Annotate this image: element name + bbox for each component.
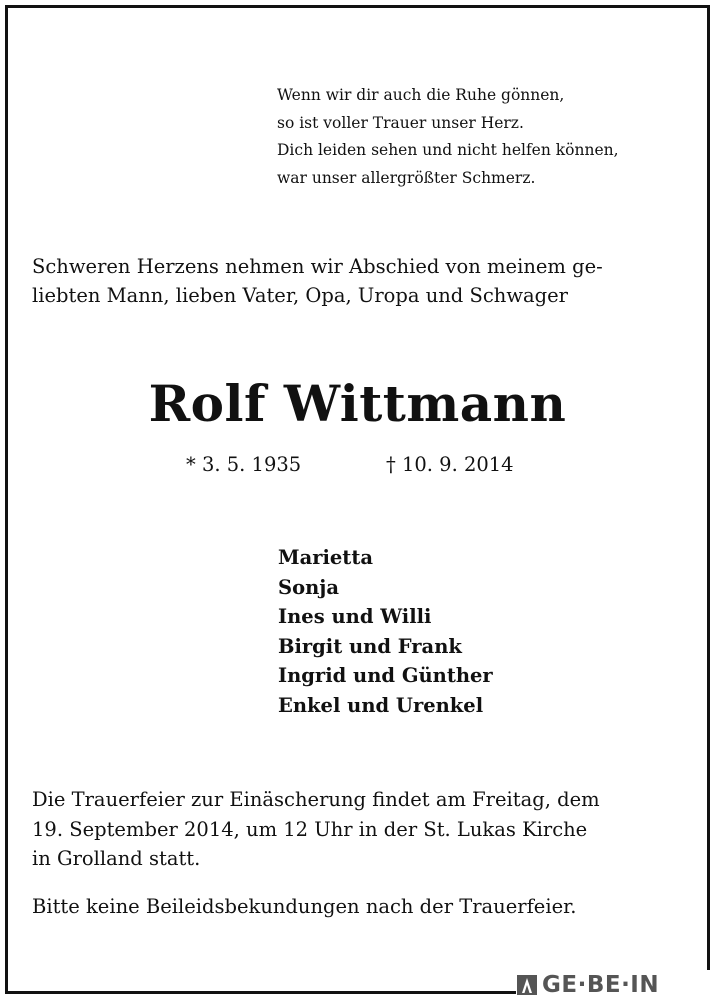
- mourner-name: Enkel und Urenkel: [278, 693, 484, 717]
- intro-line: liebten Mann, lieben Vater, Opa, Uropa und Schwager: [32, 284, 568, 307]
- service-line: Die Trauerfeier zur Einäscherung findet am Freitag, dem: [32, 788, 600, 811]
- farewell-intro: [32, 252, 692, 310]
- mourner-name: Ines und Willi: [278, 605, 432, 628]
- mourner-name: Sonja: [278, 575, 339, 599]
- poem-line: Dich leiden sehen und nicht helfen können,: [277, 141, 619, 159]
- mourner-name: Birgit und Frank: [278, 634, 462, 658]
- condolence-request: Bitte keine Beileidsbekundungen nach der Trauerfeier.: [32, 895, 577, 918]
- service-line: 19. September 2014, um 12 Uhr in der St. Lukas Kirche: [32, 817, 588, 841]
- service-line: in Grolland statt.: [32, 847, 201, 870]
- poem-verse: [277, 82, 619, 192]
- mourner-name: Marietta: [278, 546, 373, 569]
- gebein-logo-icon: [516, 973, 538, 997]
- funeral-service-notice: [32, 785, 600, 874]
- poem-line: Wenn wir dir auch die Ruhe gönnen,: [277, 86, 565, 104]
- deceased-name: Rolf Wittmann: [148, 374, 567, 433]
- intro-line: Schweren Herzens nehmen wir Abschied von meinem ge-: [32, 255, 603, 278]
- mourner-name: Ingrid und Günther: [278, 664, 493, 687]
- poem-line: war unser allergrößter Schmerz.: [277, 168, 536, 187]
- birth-date: * 3. 5. 1935: [186, 453, 302, 476]
- poem-line: so ist voller Trauer unser Herz.: [277, 113, 524, 132]
- gebein-logo: [516, 970, 715, 1000]
- death-date: † 10. 9. 2014: [386, 453, 514, 476]
- gebein-logo-text: GE·BE·IN: [542, 972, 660, 998]
- mourners-list: [278, 543, 493, 720]
